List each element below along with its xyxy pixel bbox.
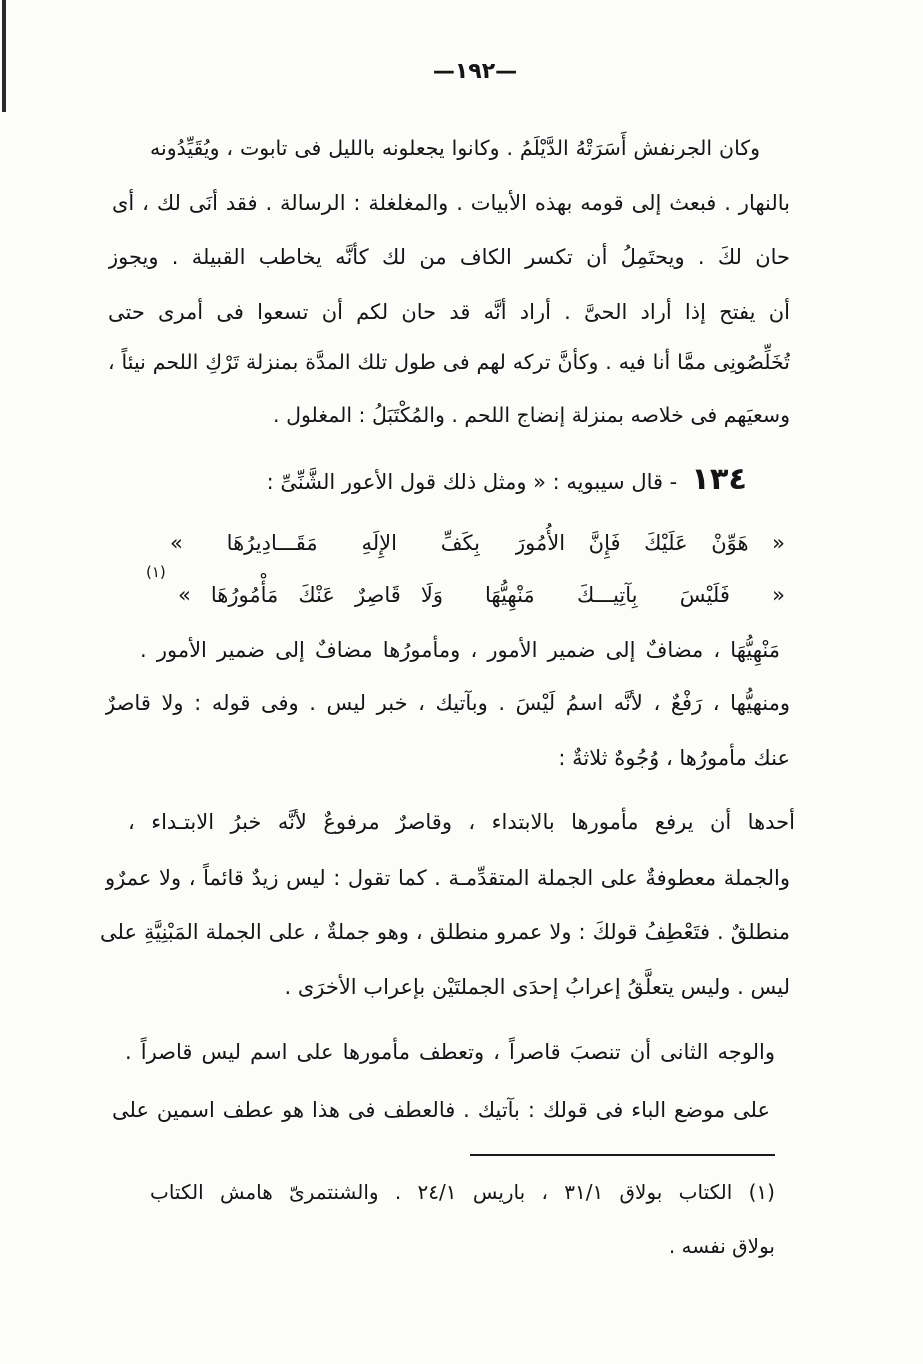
entry-number: ١٣٤ <box>691 462 747 497</box>
verse-1-second-hemistich: بِكَفِّ الإِلَهِ مَقَـــادِيرُهَا » <box>170 531 480 555</box>
first-aspect-line: ليس . وليس يتعلَّقُ إعرابُ إحدَى الجملتَيْن بإعراب الأخرَى . <box>284 975 790 999</box>
first-aspect-line: منطلقٌ . فتَعْطِفُ قولكَ : ولا عمرو منطلق ، وهو جملةٌ ، على الجملة المَبْنِيَّةِ على <box>100 920 790 944</box>
footnote-line: (١) الكتاب بولاق ٣١/١ ، باريس ٢٤/١ . والشنتمرىّ هامش الكتاب <box>150 1180 775 1204</box>
first-aspect-line: والجملة معطوفةٌ على الجملة المتقدِّمـة . كما تقول : ليس زيدٌ قائماً ، ولا عمرٌو <box>105 866 790 890</box>
page-number: —١٩٢— <box>432 59 518 84</box>
footnote-separator <box>470 1154 775 1156</box>
footnote-line: بولاق نفسه . <box>668 1234 775 1258</box>
passage-line: حان لكَ . ويحتَمِلُ أن تكسر الكاف من لك كأنَّه يخاطب القبيلة . ويجوز <box>108 245 790 269</box>
passage-line: أن يفتح إذا أراد الحىَّ . أراد أنَّه قد حان لكم أن تسعوا فى أمرى حتى <box>108 300 790 324</box>
commentary-line: عنك مأمورُها ، وُجُوهٌ ثلاثةٌ : <box>558 746 790 770</box>
passage-line: وكان الجرنفش أَسَرَتْهُ الدَّيْلَمُ . وكانوا يجعلونه بالليل فى تابوت ، ويُقَيِّدُونه <box>150 136 760 160</box>
entry-intro: - قال سيبويه : « ومثل ذلك قول الأعور الشَّنِّىِّ : <box>266 470 678 494</box>
commentary-line: ومنهيُّها ، رَفْعٌ ، لأنَّه اسمُ لَيْسَ . وبآتيك ، خبر ليس . وفى قوله : ولا قاصرٌ <box>105 691 790 715</box>
passage-line: تُخَلِّصُونِى ممَّا أنا فيه . وكأنَّ تركه لهم فى طول تلك المدَّة بمنزلة تَرْكِ اللحم نيئاً ، <box>108 350 790 374</box>
verse-2-second-hemistich: وَلَا قَاصِرٌ عَنْكَ مَأْمُورُهَا » <box>178 583 443 607</box>
second-aspect-line: والوجه الثانى أن تنصبَ قاصراً ، وتعطف مأمورها على اسم ليس قاصراً . <box>125 1040 775 1064</box>
passage-line: وسعيَهم فى خلاصه بمنزلة إنضاج اللحم . والمُكْتَبَلُ : المغلول . <box>273 403 790 427</box>
verse-2-first-hemistich: « فَلَيْسَ بِآتِيـــكَ مَنْهِيُّهَا <box>485 583 785 607</box>
verse-1-first-hemistich: « هَوِّنْ عَلَيْكَ فَإِنَّ الأُمُورَ <box>515 531 785 555</box>
footnote-reference: (١) <box>146 563 166 581</box>
passage-line: بالنهار . فبعث إلى قومه بهذه الأبيات . والمغلغلة : الرسالة . فقد أنَى لك ، أى <box>112 191 790 215</box>
commentary-line: مَنْهِيُّهَا ، مضافٌ إلى ضمير الأمور ، ومأمورُها مضافٌ إلى ضمير الأمور . <box>140 638 780 662</box>
second-aspect-line: على موضع الباء فى قولك : بآتيك . فالعطف فى هذا هو عطف اسمين على <box>112 1098 770 1122</box>
entry-heading <box>240 458 747 502</box>
first-aspect-line: أحدها أن يرفع مأمورها بالابتداء ، وقاصرٌ مرفوعٌ لأنَّه خبرُ الابتـداء ، <box>128 810 795 834</box>
scan-edge-mark <box>2 0 6 112</box>
